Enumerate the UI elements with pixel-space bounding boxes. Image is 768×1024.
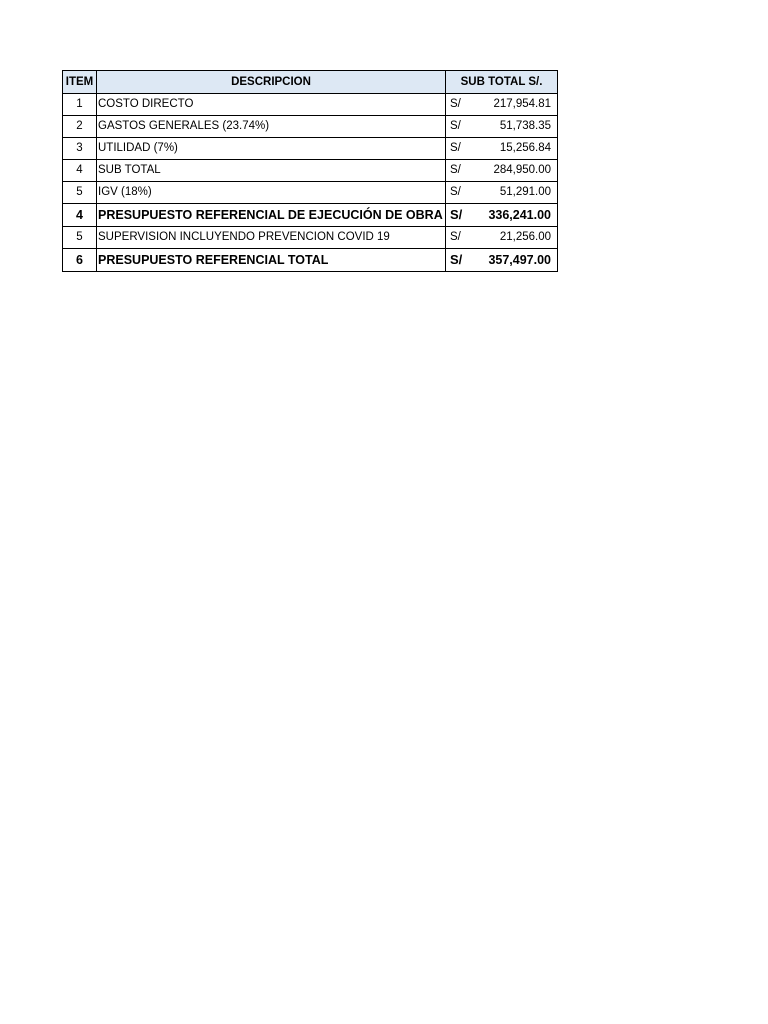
row-amount: 51,291.00: [474, 182, 558, 204]
row-currency: S/: [446, 249, 474, 272]
table-row: [63, 204, 558, 227]
table-row: [63, 227, 558, 249]
budget-table: [62, 70, 558, 272]
row-amount: 357,497.00: [474, 249, 558, 272]
row-description: PRESUPUESTO REFERENCIAL DE EJECUCIÓN DE OBRA: [97, 204, 446, 227]
row-amount: 217,954.81: [474, 94, 558, 116]
row-amount: 15,256.84: [474, 138, 558, 160]
table-row: [63, 94, 558, 116]
table-row: [63, 116, 558, 138]
row-description: PRESUPUESTO REFERENCIAL TOTAL: [97, 249, 446, 272]
row-item-number: 3: [63, 138, 97, 160]
row-item-number: 4: [63, 160, 97, 182]
row-item-number: 6: [63, 249, 97, 272]
row-item-number: 2: [63, 116, 97, 138]
table-header: [63, 71, 558, 94]
header-row: [63, 71, 558, 94]
row-amount: 284,950.00: [474, 160, 558, 182]
row-description: IGV (18%): [97, 182, 446, 204]
row-currency: S/: [446, 227, 474, 249]
header-description: DESCRIPCION: [97, 71, 446, 94]
header-subtotal: SUB TOTAL S/.: [446, 71, 558, 94]
table-row: [63, 138, 558, 160]
row-description: UTILIDAD (7%): [97, 138, 446, 160]
row-amount: 336,241.00: [474, 204, 558, 227]
row-description: SUB TOTAL: [97, 160, 446, 182]
row-currency: S/: [446, 138, 474, 160]
row-item-number: 5: [63, 182, 97, 204]
row-description: SUPERVISION INCLUYENDO PREVENCION COVID 19: [97, 227, 446, 249]
row-item-number: 5: [63, 227, 97, 249]
row-currency: S/: [446, 94, 474, 116]
row-amount: 51,738.35: [474, 116, 558, 138]
table-body: [63, 94, 558, 272]
table-row: [63, 249, 558, 272]
row-item-number: 4: [63, 204, 97, 227]
row-currency: S/: [446, 116, 474, 138]
row-amount: 21,256.00: [474, 227, 558, 249]
table-row: [63, 160, 558, 182]
row-description: COSTO DIRECTO: [97, 94, 446, 116]
table-row: [63, 182, 558, 204]
row-currency: S/: [446, 182, 474, 204]
row-currency: S/: [446, 204, 474, 227]
row-item-number: 1: [63, 94, 97, 116]
row-currency: S/: [446, 160, 474, 182]
header-item: ITEM: [63, 71, 97, 94]
row-description: GASTOS GENERALES (23.74%): [97, 116, 446, 138]
